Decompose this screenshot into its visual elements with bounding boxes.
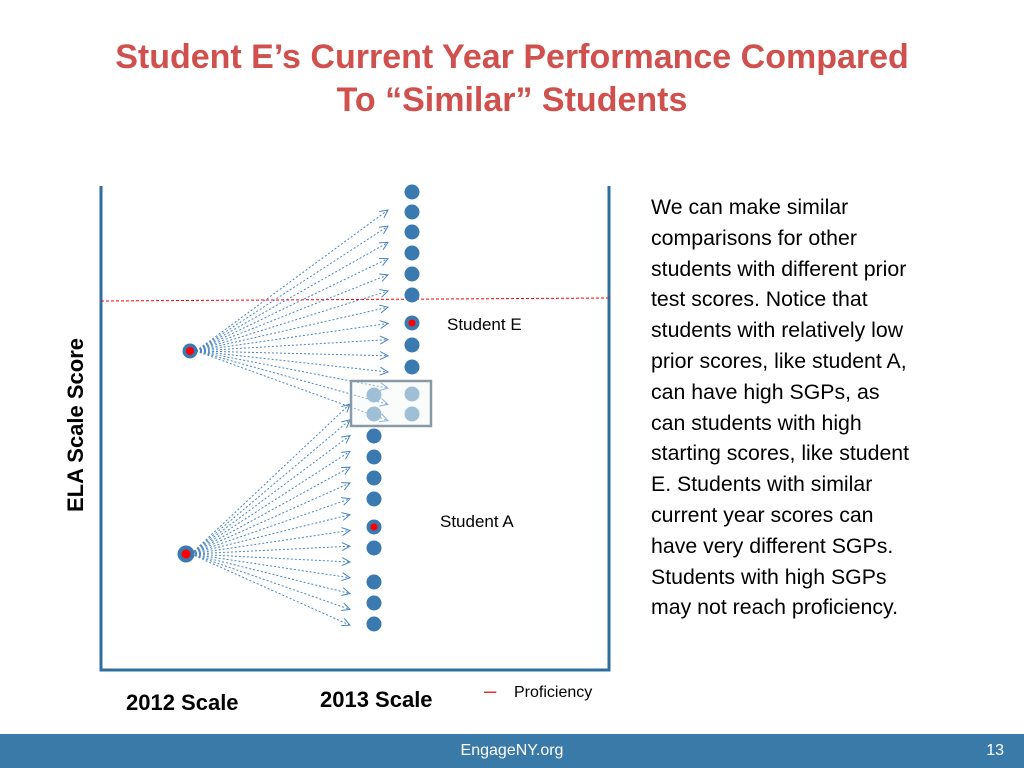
axis-frame xyxy=(101,186,609,670)
student-e-label: Student E xyxy=(447,315,522,334)
explanation-line: can students with high xyxy=(651,410,862,435)
score-dot xyxy=(405,246,420,261)
arrow-to-2013-score xyxy=(196,307,388,351)
arrow-to-2013-score xyxy=(191,499,350,554)
overlap-score-dot xyxy=(367,388,382,403)
page-number: 13 xyxy=(986,742,1004,759)
score-dot xyxy=(405,360,420,375)
arrow-to-2013-score xyxy=(191,451,350,554)
arrow-to-2013-score xyxy=(191,554,350,609)
arrow-to-2013-score xyxy=(196,323,388,351)
student-a-2012-marker xyxy=(182,550,191,559)
score-dot xyxy=(405,288,420,303)
explanation-line: starting scores, like student xyxy=(651,441,910,466)
proficiency-legend-mark: – xyxy=(484,678,497,703)
explanation-line: can have high SGPs, as xyxy=(651,379,880,404)
arrow-to-2013-score xyxy=(191,404,350,554)
footer-bar xyxy=(0,734,1024,768)
student-e-2012-marker xyxy=(186,347,194,355)
proficiency-line-layer xyxy=(101,298,609,301)
explanation-line: have very different SGPs. xyxy=(651,533,894,558)
overlap-score-dot xyxy=(405,407,420,422)
explanation-line: students with relatively low xyxy=(651,318,904,343)
arrow-to-2013-score xyxy=(191,554,350,578)
explanation-text xyxy=(651,192,971,623)
score-dot xyxy=(367,450,382,465)
student-e-2013-marker xyxy=(409,320,416,327)
overlap-score-dot xyxy=(405,387,420,402)
slide-title-line-2: To “Similar” Students xyxy=(336,81,688,119)
student-a-2013-marker xyxy=(371,524,378,531)
slide-title-line-1: Student E’s Current Year Performance Compared xyxy=(115,38,909,76)
explanation-line: may not reach proficiency. xyxy=(651,595,898,620)
x-label-2012: 2012 Scale xyxy=(126,690,239,715)
arrow-to-2013-score xyxy=(191,483,350,554)
score-dot xyxy=(367,596,382,611)
student-a-label: Student A xyxy=(440,512,514,531)
explanation-line: comparisons for other xyxy=(651,225,857,250)
overlap-box xyxy=(351,381,431,426)
score-dot xyxy=(367,492,382,507)
arrow-to-2013-score xyxy=(196,340,388,351)
score-dot xyxy=(367,541,382,556)
axes xyxy=(101,186,609,670)
explanation-line: Students with high SGPs xyxy=(651,564,887,589)
proficiency-legend-label: Proficiency xyxy=(514,684,593,701)
proficiency-line xyxy=(101,298,609,301)
arrow-to-2013-score xyxy=(196,275,388,351)
explanation-line: test scores. Notice that xyxy=(651,287,868,312)
explanation-line: current year scores can xyxy=(651,502,874,527)
score-dot xyxy=(367,429,382,444)
explanation-line: prior scores, like student A, xyxy=(651,348,907,373)
score-dot xyxy=(405,205,420,220)
score-dot xyxy=(367,471,382,486)
score-dot xyxy=(405,185,420,200)
score-dot xyxy=(405,267,420,282)
footer-site: EngageNY.org xyxy=(460,742,564,759)
score-dot xyxy=(367,575,382,590)
explanation-line: students with different prior xyxy=(651,256,907,281)
score-dot xyxy=(405,225,420,240)
arrow-to-2013-score xyxy=(196,351,388,356)
x-label-2013: 2013 Scale xyxy=(320,687,433,712)
y-axis-label: ELA Scale Score xyxy=(63,337,88,513)
score-dot xyxy=(405,338,420,353)
arrow-to-2013-score xyxy=(196,242,388,351)
explanation-line: E. Students with similar xyxy=(651,472,873,497)
overlap-box-layer xyxy=(351,381,431,426)
arrow-to-2013-score xyxy=(196,351,388,372)
overlap-score-dot xyxy=(367,407,382,422)
arrow-to-2013-score xyxy=(191,436,350,554)
score-dot xyxy=(367,617,382,632)
arrow-to-2013-score xyxy=(196,226,388,351)
arrow-to-2013-score xyxy=(191,467,350,554)
explanation-line: We can make similar xyxy=(651,195,849,219)
arrow-to-2013-score xyxy=(196,210,388,351)
arrow-to-2013-score xyxy=(191,554,350,625)
